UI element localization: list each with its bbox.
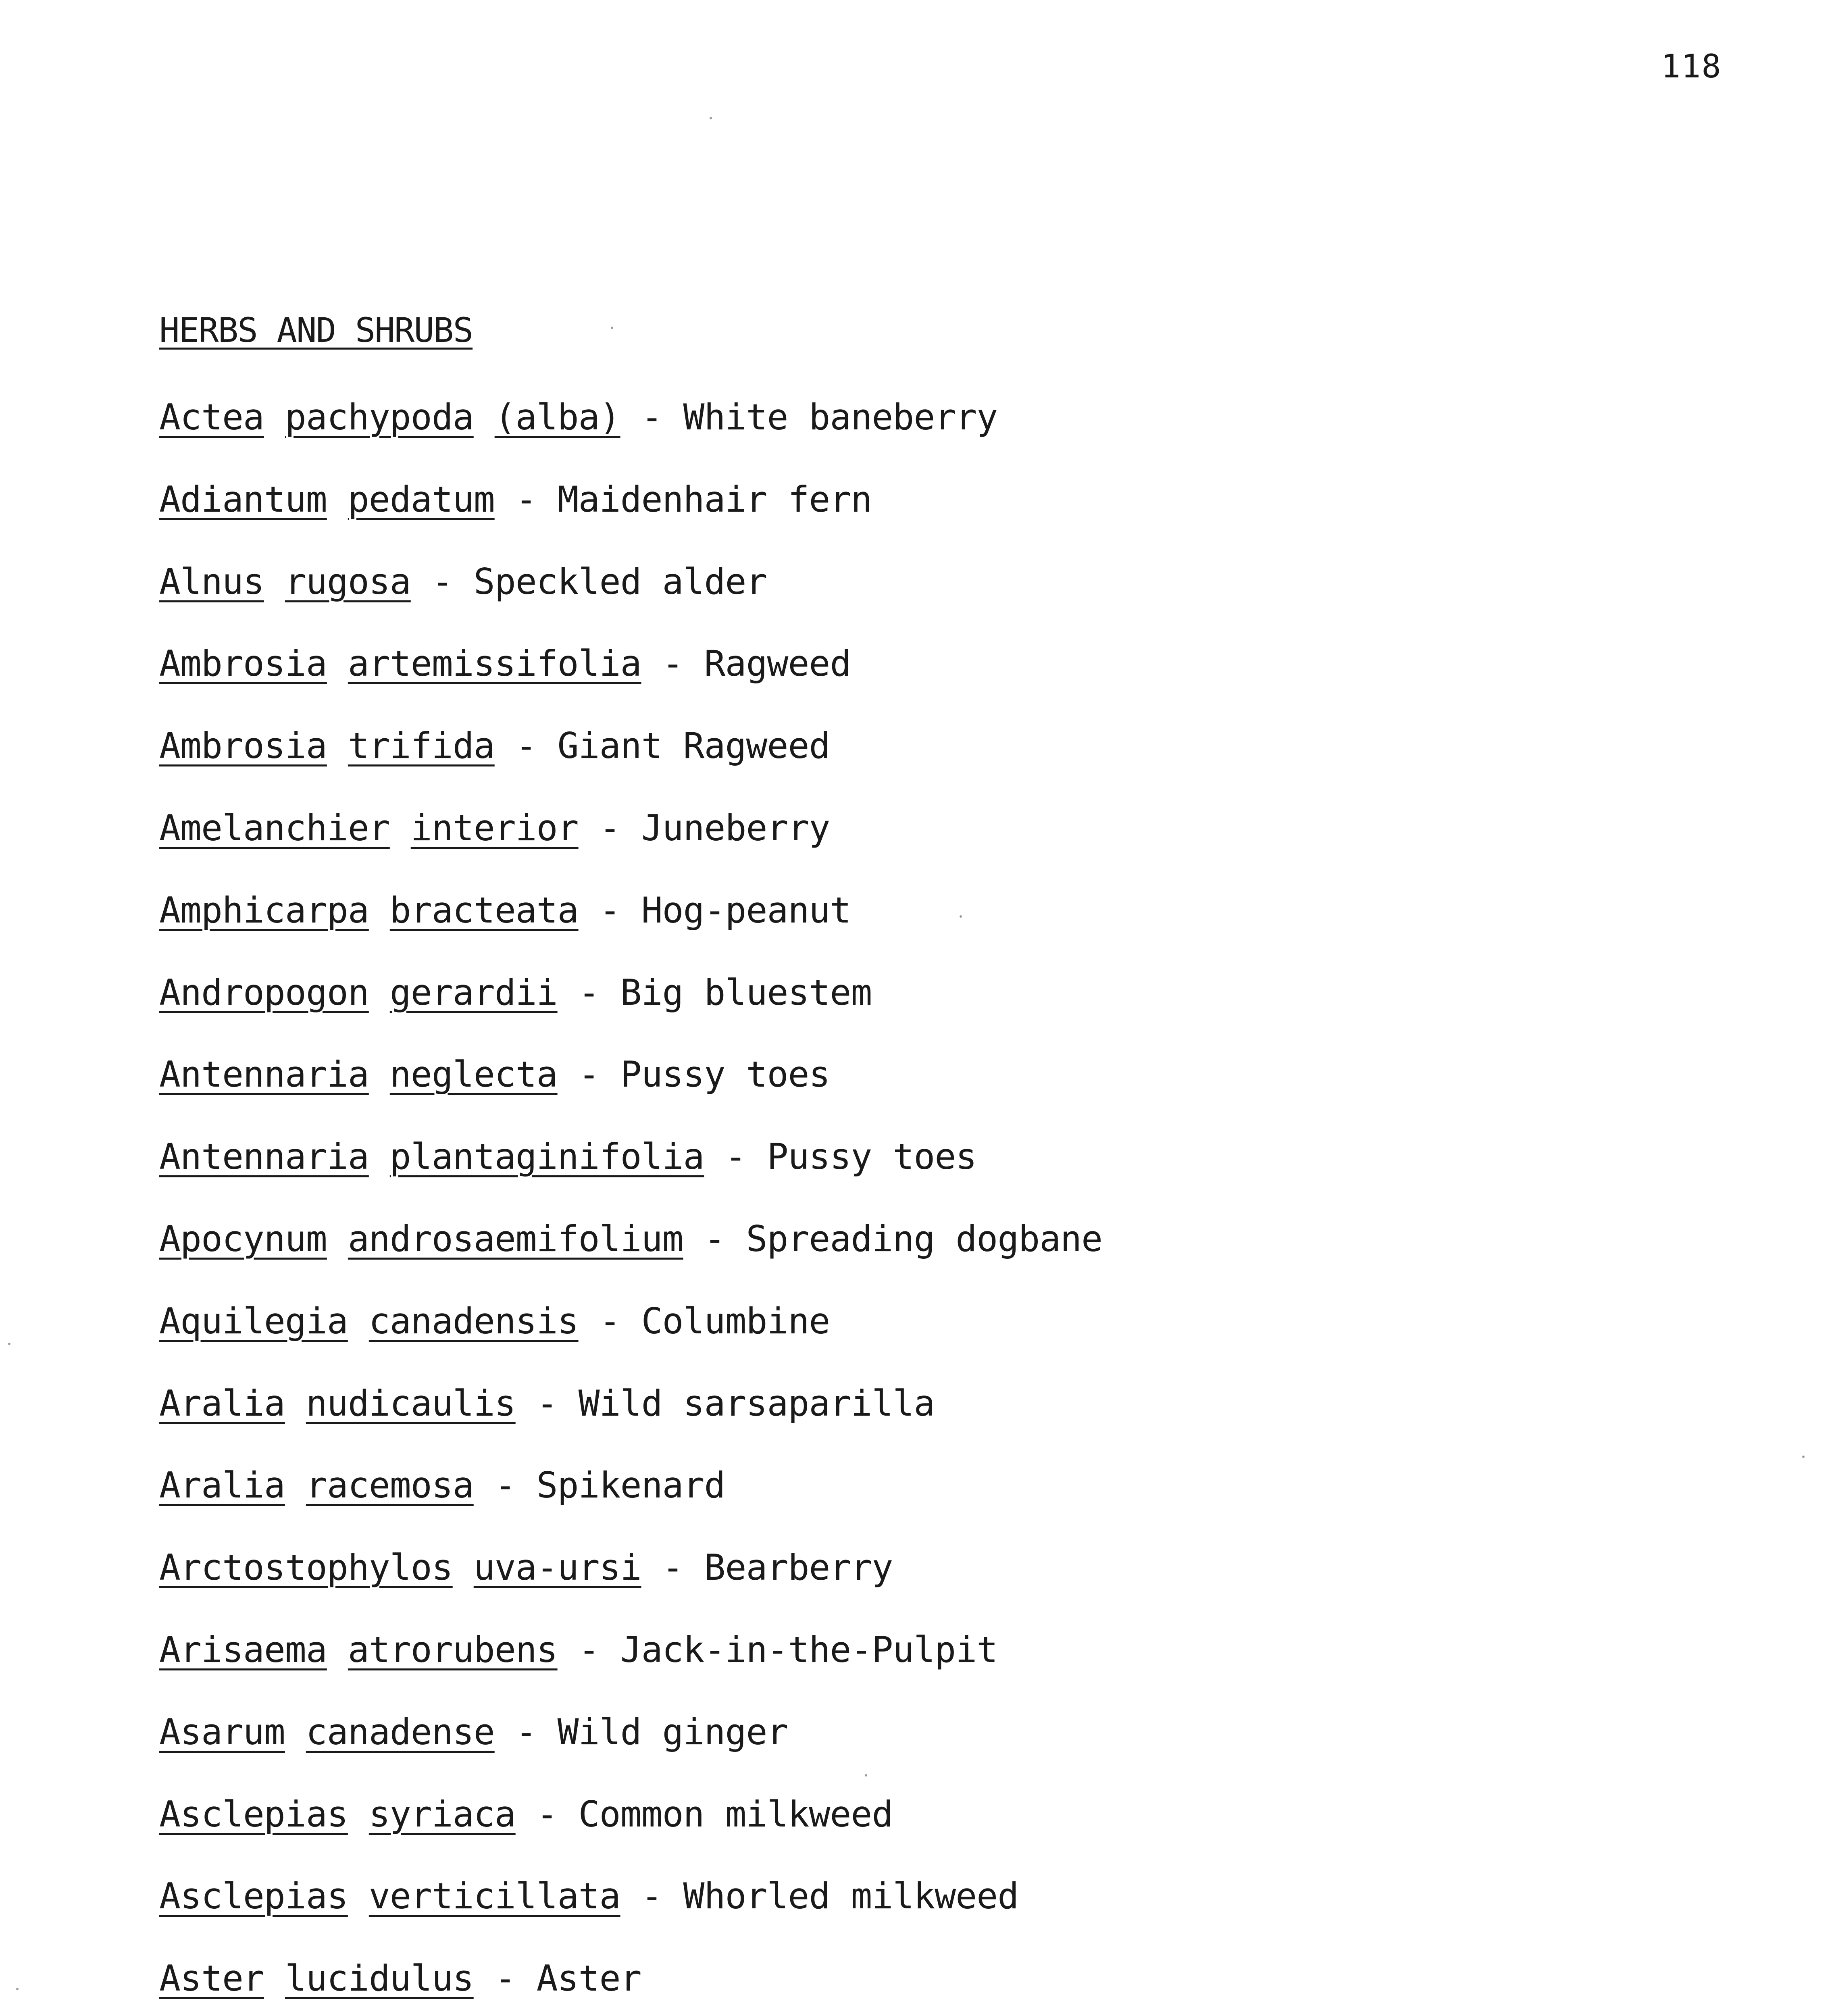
separator-dash: - [641,1547,704,1589]
separator-dash: - [473,1958,537,1999]
species-epithet: lucidulus [285,1958,474,1999]
species-entry [159,1215,1102,1297]
genus-name: Asarum [159,1711,285,1753]
genus-name: Aralia [159,1464,285,1506]
species-epithet: pedatum [348,478,495,520]
genus-name: Adiantum [159,478,327,520]
species-entry [159,393,1102,475]
species-epithet: atrorubens [348,1629,558,1670]
genus-name: Arisaema [159,1629,327,1670]
genus-name: Asclepias [159,1793,348,1835]
species-list [159,393,1102,2016]
scan-speck [8,1343,10,1345]
common-name: Bearberry [704,1547,893,1589]
species-entry [159,1379,1102,1462]
page-number: 118 [1661,48,1722,85]
species-epithet: plantaginifolia [389,1136,704,1178]
scan-speck [1802,1456,1805,1458]
species-epithet: bracteata [389,889,579,931]
separator-dash: - [578,889,641,931]
species-epithet: androsaemifolium [348,1218,683,1260]
common-name: Wild sarsaparilla [578,1382,935,1424]
separator-dash: - [557,1054,620,1095]
species-entry [159,1790,1102,1872]
common-name: Juneberry [641,807,830,849]
genus-name: Aster [159,1958,264,1999]
common-name: Speckled alder [473,560,767,602]
species-entry [159,1626,1102,1708]
common-name: Pussy toes [767,1136,977,1178]
common-name: Big bluestem [620,971,872,1013]
separator-dash: - [515,1382,579,1424]
species-entry [159,1872,1102,1954]
genus-name: Amelanchier [159,807,390,849]
species-entry [159,1708,1102,1790]
species-epithet: canadensis [368,1300,579,1342]
species-entry [159,968,1102,1051]
common-name: Pussy toes [620,1054,830,1095]
genus-name: Antennaria [159,1136,369,1178]
species-epithet: pachypoda [285,396,474,438]
genus-name: Apocynum [159,1218,327,1260]
species-epithet: neglecta [389,1054,558,1095]
scan-speck [960,915,962,918]
section-heading: HERBS AND SHRUBS [159,310,473,350]
species-entry [159,558,1102,640]
separator-dash: - [683,1218,746,1260]
separator-dash: - [494,725,558,767]
species-entry [159,1461,1102,1543]
genus-name: Ambrosia [159,725,327,767]
species-epithet: gerardii [389,971,558,1013]
separator-dash: - [557,971,620,1013]
scan-speck [611,327,613,329]
common-name: Common milkweed [578,1793,893,1835]
synonym-epithet: (alba) [494,396,620,438]
separator-dash: - [494,478,558,520]
common-name: Aster [536,1958,641,1999]
species-entry [159,639,1102,722]
genus-name: Arctostophylos [159,1547,453,1589]
separator-dash: - [557,1629,620,1670]
genus-name: Aquilegia [159,1300,348,1342]
separator-dash: - [410,560,474,602]
species-entry [159,1050,1102,1133]
common-name: Maidenhair fern [557,478,872,520]
species-epithet: syriaca [368,1793,516,1835]
species-entry [159,1543,1102,1626]
species-entry [159,1133,1102,1215]
genus-name: Andropogon [159,971,369,1013]
species-entry [159,886,1102,968]
separator-dash: - [620,396,683,438]
genus-name: Alnus [159,560,264,602]
separator-dash: - [494,1711,558,1753]
common-name: Spikenard [536,1464,725,1506]
species-entry [159,1954,1102,2016]
common-name: Ragweed [704,643,851,685]
species-entry [159,475,1102,558]
common-name: Hog-peanut [641,889,851,931]
separator-dash: - [515,1793,579,1835]
scan-speck [710,117,712,119]
common-name: Columbine [641,1300,830,1342]
species-epithet: interior [410,807,579,849]
genus-name: Asclepias [159,1875,348,1917]
common-name: Jack-in-the-Pulpit [620,1629,998,1670]
common-name: Spreading dogbane [746,1218,1103,1260]
common-name: Giant Ragweed [557,725,830,767]
species-entry [159,804,1102,886]
genus-name: Antennaria [159,1054,369,1095]
separator-dash: - [641,643,704,685]
species-epithet: nudicaulis [306,1382,516,1424]
common-name: Whorled milkweed [683,1875,1019,1917]
genus-name: Actea [159,396,264,438]
species-epithet: artemissifolia [348,643,641,685]
species-epithet: trifida [348,725,495,767]
genus-name: Ambrosia [159,643,327,685]
species-epithet: uva-ursi [473,1547,641,1589]
species-entry [159,1297,1102,1379]
scan-speck [865,1774,867,1776]
species-epithet: rugosa [285,560,411,602]
separator-dash: - [704,1136,767,1178]
separator-dash: - [578,807,641,849]
species-epithet: verticillata [368,1875,620,1917]
genus-name: Amphicarpa [159,889,369,931]
separator-dash: - [620,1875,683,1917]
separator-dash: - [578,1300,641,1342]
genus-name: Aralia [159,1382,285,1424]
species-epithet: canadense [306,1711,495,1753]
species-entry [159,722,1102,804]
common-name: White baneberry [683,396,998,438]
common-name: Wild ginger [557,1711,788,1753]
separator-dash: - [473,1464,537,1506]
scan-speck [16,1988,19,1990]
species-epithet: racemosa [306,1464,474,1506]
